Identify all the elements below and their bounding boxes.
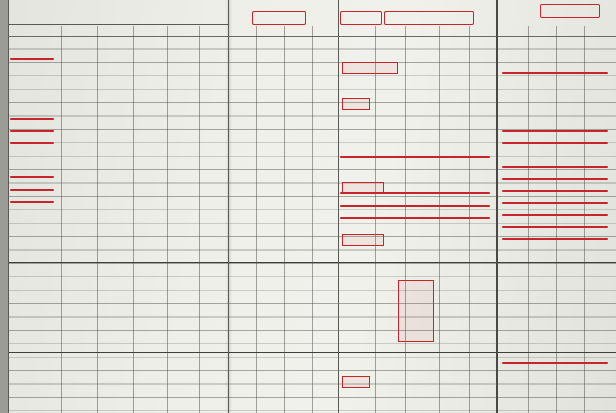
right-block-rows [339,36,497,413]
red-underline [340,192,490,194]
red-circled-header-right-2 [384,11,474,25]
red-underline [10,189,54,191]
grid-line [469,26,470,413]
grid-line [133,26,134,413]
left-block-header-row [9,12,229,25]
grid-line [556,26,557,413]
red-underline [502,226,608,228]
grid-line [584,26,585,413]
red-underline [502,130,608,132]
red-highlight-cell [342,98,370,110]
section-divider [339,262,497,263]
red-underline [502,202,608,204]
section-divider [229,352,339,353]
red-circled-header-far-right [540,4,600,18]
red-underline [502,190,608,192]
table-far-right-block [496,0,616,413]
grid-line [439,26,440,413]
red-underline [340,205,490,207]
red-underline [10,118,54,120]
page-edge-shadow [0,0,8,413]
grid-line [528,26,529,413]
grid-line [375,26,376,413]
grid-line [405,26,406,413]
red-highlight-cell [342,234,384,246]
red-underline [10,142,54,144]
grid-line [167,26,168,413]
left-block-rows [9,36,229,413]
section-divider [339,352,497,353]
red-underline [10,58,54,60]
red-underline [502,238,608,240]
red-highlight-cell-group [398,280,434,342]
red-circled-header-middle [252,11,306,25]
red-underline [340,217,490,219]
section-divider [498,352,616,353]
grid-line [61,26,62,413]
red-underline [502,166,608,168]
table-middle-block [228,0,339,413]
table-left-block [8,0,229,413]
red-underline [10,130,54,132]
red-highlight-cell [342,62,398,74]
red-underline [10,201,54,203]
red-underline [502,142,608,144]
section-divider [229,262,339,263]
section-divider [9,352,229,353]
red-underline [502,178,608,180]
grid-line [256,26,257,413]
grid-line [284,26,285,413]
far-right-block-rows [498,36,616,413]
red-highlight-cell [342,376,370,388]
grid-line [97,26,98,413]
red-underline [502,362,608,364]
red-circled-header-right-1 [340,11,382,25]
grid-line [199,26,200,413]
red-underline [340,156,490,158]
section-divider [498,262,616,263]
red-underline [10,176,54,178]
red-underline [502,214,608,216]
section-divider [9,262,229,263]
grid-line [312,26,313,413]
red-underline [502,72,608,74]
